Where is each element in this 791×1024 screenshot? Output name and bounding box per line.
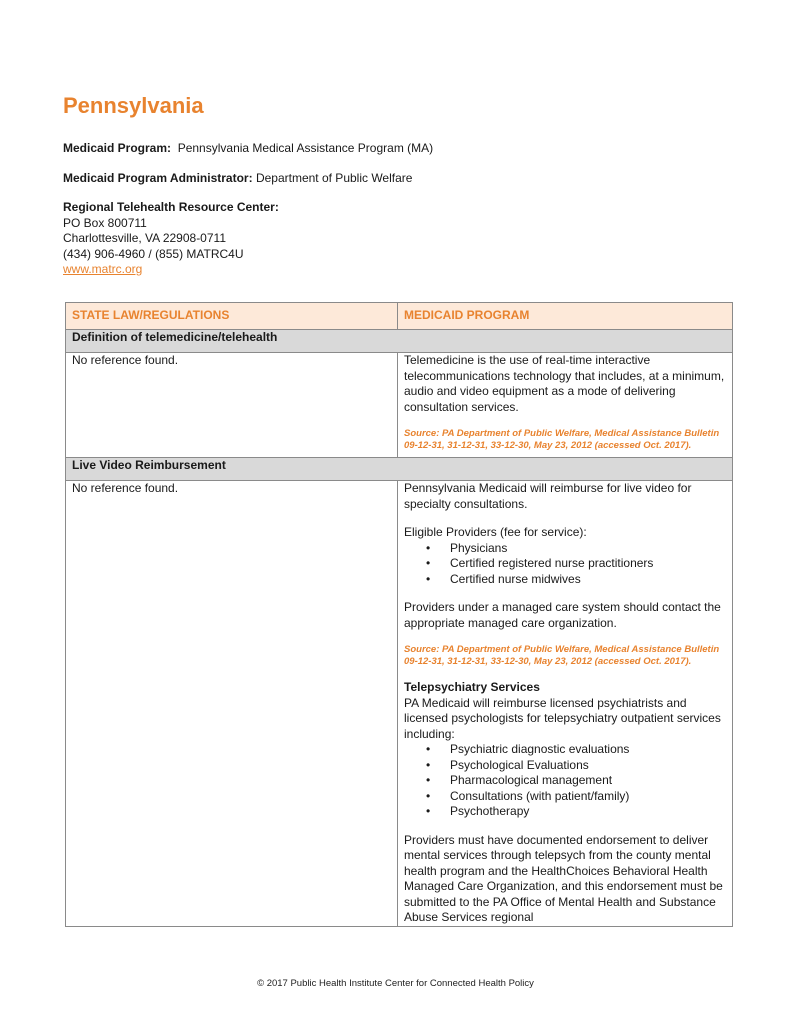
list-item: • Psychotherapy [450,804,726,820]
administrator-label: Medicaid Program Administrator: [63,171,253,185]
table-row [66,353,733,458]
resource-center-website-link[interactable]: www.matrc.org [63,262,143,276]
state-law-cell [66,353,398,458]
list-item: • Psychological Evaluations [450,758,726,774]
header-state-law: STATE LAW/REGULATIONS [66,303,398,330]
list-item: • Psychiatric diagnostic evaluations [450,742,726,758]
live-video-intro: Pennsylvania Medicaid will reimburse for live video for specialty consultations. [404,481,692,511]
medicaid-program-value: Pennsylvania Medical Assistance Program (MA) [177,141,434,155]
medicaid-program-line [63,141,433,156]
table-header-row [66,303,733,330]
resource-center-address1: PO Box 800711 [63,215,147,230]
endorsement-text: Providers must have documented endorsement to deliver mental services through telepsych from the county mental health program and the HealthChoices Behavioral Health Managed Care Organization, and this endorsement must be submitted to the PA Office of Mental Health and Substance Abuse Services regional [404,832,723,924]
resource-center-address2: Charlottesville, VA 22908-0711 [63,231,226,245]
administrator-value: Department of Public Welfare [255,171,413,185]
list-item: • Pharmacological management [450,773,726,789]
state-law-cell [66,481,398,927]
resource-center-block [63,200,279,278]
list-item: • Physicians [450,541,726,557]
section-title: Definition of telemedicine/telehealth [66,330,733,353]
managed-care-text: Providers under a managed care system should contact the appropriate managed care organization. [404,600,721,630]
section-row-live-video [66,458,733,481]
resource-center-heading: Regional Telehealth Resource Center: [63,200,279,214]
medicaid-program-label: Medicaid Program: [63,141,172,155]
medicaid-cell [398,353,733,458]
list-item: • Certified registered nurse practitioners [450,556,726,572]
page-footer: © 2017 Public Health Institute Center for Connected Health Policy [257,978,534,989]
source-citation: Source: PA Department of Public Welfare, Medical Assistance Bulletin 09-12-31, 31-12-31, 33-12-30, May 23, 2012 (accessed Oct. 2017). [404,644,720,667]
telepsych-heading: Telepsychiatry Services [404,680,540,694]
source-citation: Source: PA Department of Public Welfare, Medical Assistance Bulletin 09-12-31, 31-12-31, 33-12-30, May 23, 2012 (accessed Oct. 2017). [404,428,720,451]
policy-table [65,302,733,927]
medicaid-cell [398,481,733,927]
header-medicaid-program: MEDICAID PROGRAM [398,303,733,330]
list-item: • Certified nurse midwives [450,572,726,588]
table-row [66,481,733,927]
section-title: Live Video Reimbursement [66,458,733,481]
telepsych-services-list [404,742,726,820]
list-item: • Consultations (with patient/family) [450,789,726,805]
state-law-text: No reference found. [72,481,179,495]
section-row-definition [66,330,733,353]
eligible-providers-list [404,541,726,588]
state-law-text: No reference found. [72,353,179,367]
telepsych-intro: PA Medicaid will reimburse licensed psychiatrists and licensed psychologists for telepsychiatry outpatient services including: [404,695,721,741]
administrator-line [63,171,412,186]
resource-center-phone: (434) 906-4960 / (855) MATRC4U [63,246,244,261]
page-title: Pennsylvania [63,93,204,118]
eligible-providers-heading: Eligible Providers (fee for service): [404,525,587,539]
definition-text: Telemedicine is the use of real-time interactive telecommunications technology that includes, at a minimum, audio and video equipment as a mode of delivering consultation services. [404,353,725,414]
